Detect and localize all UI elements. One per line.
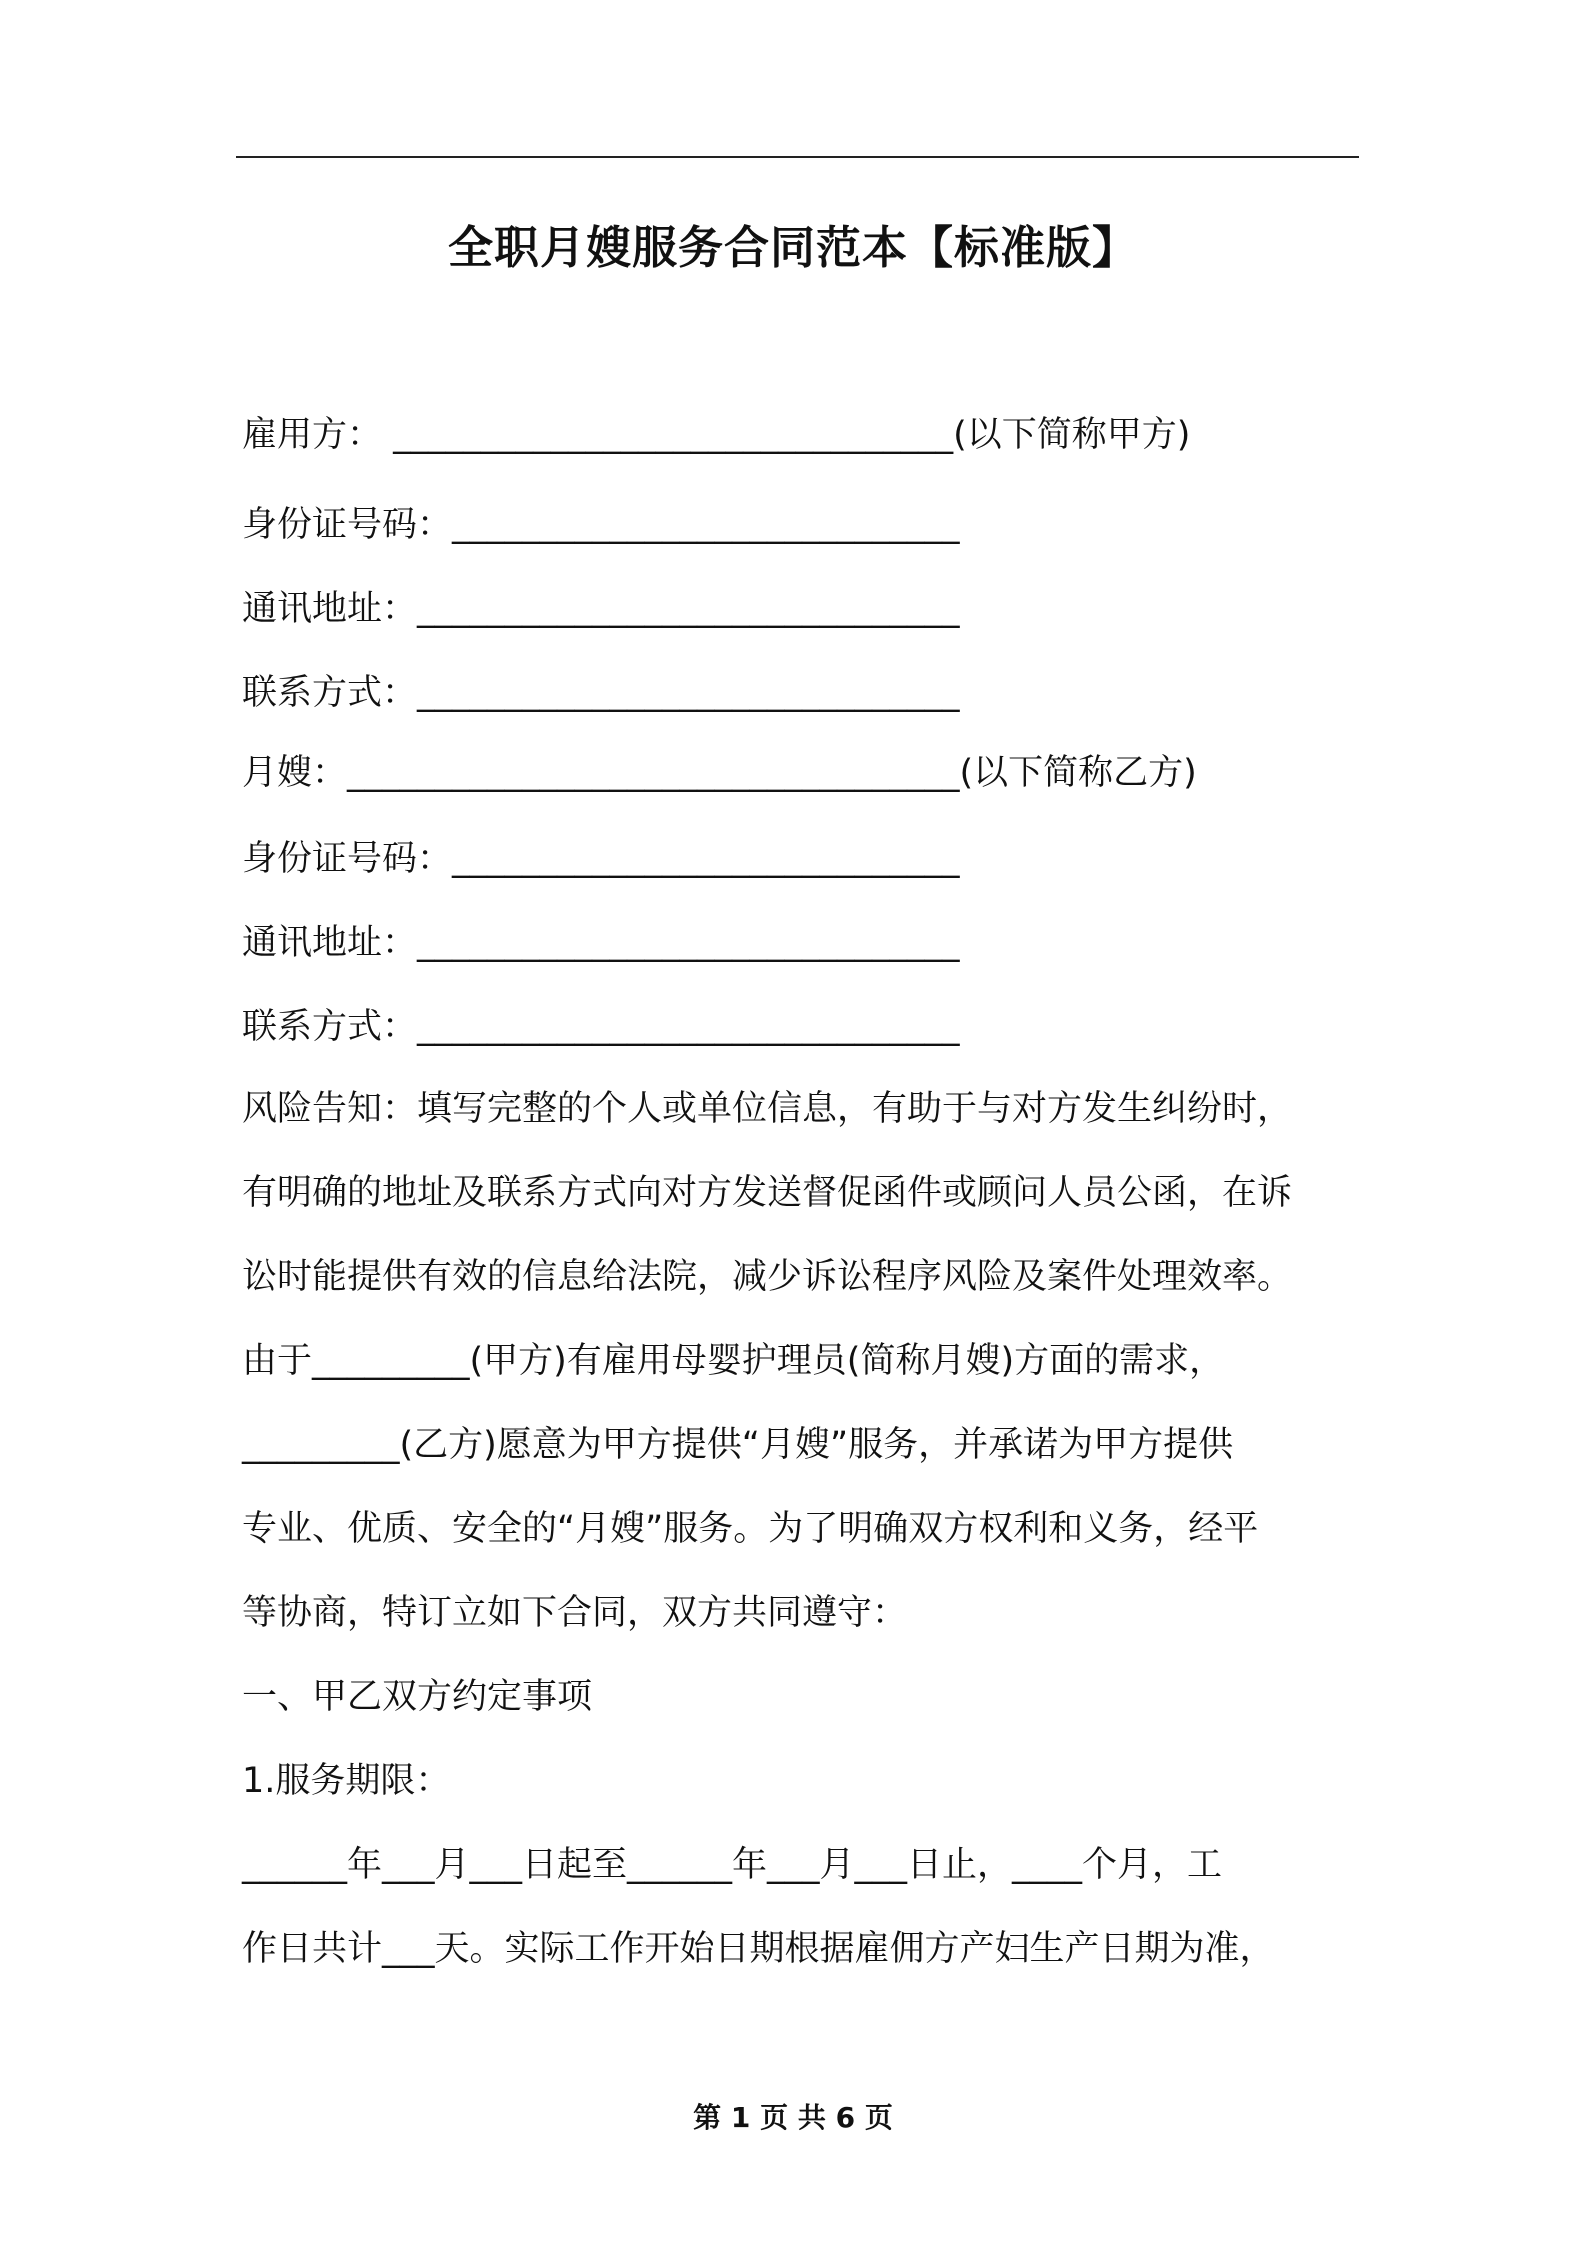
service-period-line: ______年___月___日起至______年___月___日止，____个月，工 xyxy=(242,1845,1223,1885)
nanny-id-field: 身份证号码：_____________________________ xyxy=(242,839,960,879)
preamble-line: 等协商，特订立如下合同，双方共同遵守： xyxy=(242,1593,908,1633)
nanny-field: 月嫂：___________________________________(以下简称乙方) xyxy=(242,753,1197,793)
clause-heading: 1.服务期限： xyxy=(242,1761,451,1801)
header-rule xyxy=(236,156,1359,158)
section-heading: 一、甲乙双方约定事项 xyxy=(242,1677,593,1717)
risk-notice-line: 风险告知：填写完整的个人或单位信息，有助于与对方发生纠纷时， xyxy=(242,1089,1293,1129)
employer-contact-field: 联系方式：_______________________________ xyxy=(242,673,960,713)
document-title: 全职月嫂服务合同范本【标准版】 xyxy=(447,221,1138,274)
nanny-contact-field: 联系方式：_______________________________ xyxy=(242,1007,960,1047)
employer-field: 雇用方： ________________________________(以下简称甲方) xyxy=(242,415,1191,455)
risk-notice-line: 讼时能提供有效的信息给法院，减少诉讼程序风险及案件处理效率。 xyxy=(242,1257,1293,1297)
page-number: 第 1 页 共 6 页 xyxy=(693,2101,893,2134)
preamble-line: 由于_________(甲方)有雇用母婴护理员(简称月嫂)方面的需求， xyxy=(242,1341,1225,1381)
risk-notice-line: 有明确的地址及联系方式向对方发送督促函件或顾问人员公函，在诉 xyxy=(242,1173,1293,1213)
employer-id-field: 身份证号码：_____________________________ xyxy=(242,505,960,545)
nanny-address-field: 通讯地址：_______________________________ xyxy=(242,923,960,963)
preamble-line: 专业、优质、安全的“月嫂”服务。为了明确双方权利和义务，经平 xyxy=(242,1509,1259,1549)
service-period-line: 作日共计___天。实际工作开始日期根据雇佣方产妇生产日期为准， xyxy=(242,1929,1275,1969)
employer-address-field: 通讯地址：_______________________________ xyxy=(242,589,960,629)
preamble-line: _________(乙方)愿意为甲方提供“月嫂”服务，并承诺为甲方提供 xyxy=(242,1425,1234,1465)
